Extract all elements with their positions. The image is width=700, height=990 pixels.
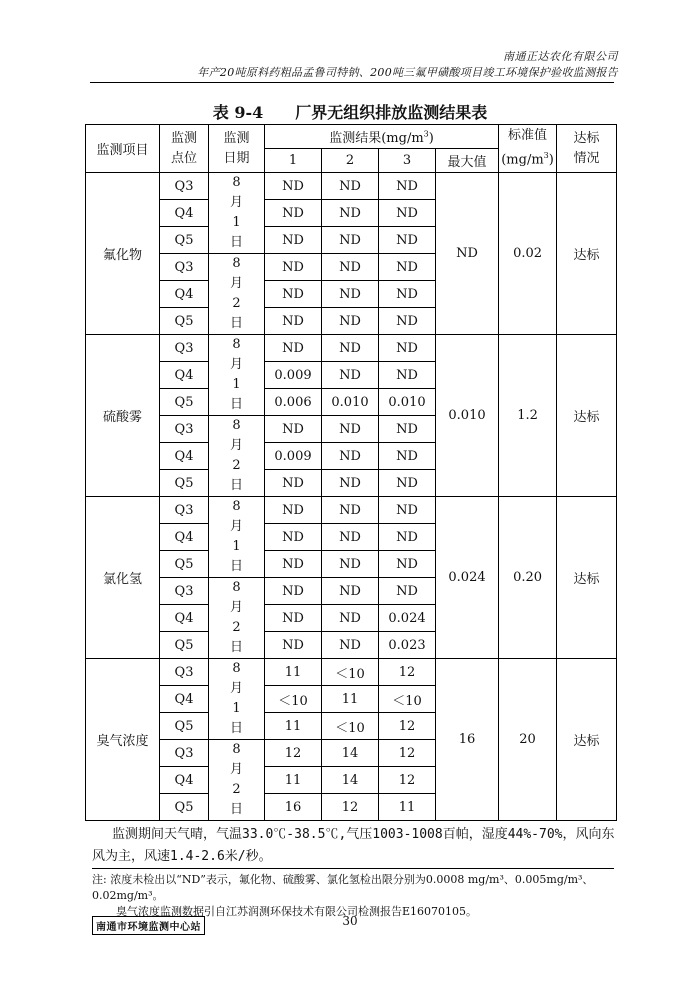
cell-result: ND: [265, 551, 322, 578]
cell-result: ND: [265, 524, 322, 551]
header-company: 南通正达农化有限公司: [503, 50, 618, 63]
cell-result: ND: [379, 497, 436, 524]
cell-result: ND: [322, 416, 379, 443]
cell-item: 硫酸雾: [86, 335, 160, 497]
cell-date: 8月1日: [209, 659, 265, 740]
cell-point: Q5: [160, 713, 209, 740]
header-item: 监测项目: [86, 125, 160, 173]
cell-result: ND: [265, 200, 322, 227]
cell-item: 臭气浓度: [86, 659, 160, 821]
header-max: 最大值: [436, 149, 499, 173]
cell-item: 氟化物: [86, 173, 160, 335]
cell-status: 达标: [557, 497, 617, 659]
cell-result: ND: [265, 605, 322, 632]
table-number: 表 9-4: [212, 103, 264, 122]
header-point: 监测点位: [160, 125, 209, 173]
cell-result: ND: [322, 254, 379, 281]
cell-result: ND: [322, 578, 379, 605]
cell-result: ND: [379, 254, 436, 281]
cell-result: ＜10: [322, 713, 379, 740]
cell-date: 8月1日: [209, 497, 265, 578]
cell-point: Q5: [160, 389, 209, 416]
cell-result: 12: [379, 767, 436, 794]
cell-result: ND: [379, 416, 436, 443]
header-date: 监测日期: [209, 125, 265, 173]
cell-result: 12: [379, 659, 436, 686]
cell-result: 12: [322, 794, 379, 821]
monitoring-results-table: [85, 124, 617, 821]
cell-result: ND: [379, 308, 436, 335]
cell-result: ND: [322, 497, 379, 524]
cell-result: ND: [379, 524, 436, 551]
cell-result: ND: [265, 497, 322, 524]
cell-result: ND: [379, 362, 436, 389]
cell-result: 12: [379, 740, 436, 767]
cell-result: ND: [322, 200, 379, 227]
cell-result: ND: [265, 578, 322, 605]
cell-point: Q3: [160, 740, 209, 767]
cell-result: ND: [265, 632, 322, 659]
page-number: 30: [342, 914, 358, 928]
cell-result: ND: [322, 551, 379, 578]
cell-max: 16: [436, 659, 499, 821]
header-result: 监测结果$(mg/m^3)$: [265, 125, 499, 149]
cell-result: ND: [379, 281, 436, 308]
cell-result: ND: [265, 254, 322, 281]
note-divider: [92, 868, 614, 869]
cell-date: 8月1日: [209, 173, 265, 254]
cell-date: 8月1日: [209, 335, 265, 416]
cell-result: ND: [322, 173, 379, 200]
header-r3: 3: [379, 149, 436, 173]
cell-point: Q5: [160, 794, 209, 821]
cell-result: ＜10: [322, 659, 379, 686]
cell-point: Q5: [160, 470, 209, 497]
cell-result: ND: [379, 578, 436, 605]
cell-point: Q4: [160, 524, 209, 551]
cell-result: 12: [265, 740, 322, 767]
footnote: [92, 872, 632, 920]
table-title-text: 厂界无组织排放监测结果表: [295, 103, 488, 122]
cell-result: 11: [379, 794, 436, 821]
cell-result: ND: [265, 173, 322, 200]
cell-standard: 1.2: [499, 335, 557, 497]
header-project: 年产20吨原料药粗品孟鲁司特钠、200吨三氟甲磺酸项目竣工环境保护验收监测报告: [197, 66, 618, 79]
cell-point: Q5: [160, 227, 209, 254]
cell-max: 0.024: [436, 497, 499, 659]
cell-result: ND: [322, 632, 379, 659]
cell-standard: 0.02: [499, 173, 557, 335]
cell-result: 14: [322, 767, 379, 794]
observation-text: 监测期间天气晴，气温33.0℃-38.5℃,气压1003-1008百帕，湿度44%-70%，风向东风为主，风速1.4-2.6米/秒。: [92, 827, 615, 864]
cell-result: ND: [265, 227, 322, 254]
cell-date: 8月2日: [209, 254, 265, 335]
cell-result: ND: [379, 200, 436, 227]
cell-result: 11: [265, 767, 322, 794]
header-standard: 标准值 $(mg/m^3)$: [499, 125, 557, 173]
cell-result: 0.006: [265, 389, 322, 416]
cell-date: 8月2日: [209, 740, 265, 821]
cell-result: 0.010: [322, 389, 379, 416]
cell-result: ND: [322, 362, 379, 389]
cell-point: Q5: [160, 632, 209, 659]
cell-max: ND: [436, 173, 499, 335]
cell-result: ND: [379, 173, 436, 200]
cell-result: ND: [322, 227, 379, 254]
cell-point: Q5: [160, 551, 209, 578]
table-title: [0, 100, 700, 123]
cell-result: ND: [322, 335, 379, 362]
cell-result: 11: [322, 686, 379, 713]
cell-result: ND: [265, 416, 322, 443]
cell-result: ND: [379, 227, 436, 254]
cell-date: 8月2日: [209, 416, 265, 497]
cell-point: Q3: [160, 254, 209, 281]
cell-result: ND: [322, 470, 379, 497]
cell-point: Q4: [160, 605, 209, 632]
cell-point: Q5: [160, 308, 209, 335]
cell-result: 0.010: [379, 389, 436, 416]
cell-item: 氯化氢: [86, 497, 160, 659]
cell-result: ND: [265, 281, 322, 308]
cell-result: 0.024: [379, 605, 436, 632]
cell-point: Q3: [160, 497, 209, 524]
cell-point: Q3: [160, 578, 209, 605]
cell-status: 达标: [557, 659, 617, 821]
cell-result: ND: [322, 524, 379, 551]
cell-date: 8月2日: [209, 578, 265, 659]
cell-point: Q4: [160, 281, 209, 308]
cell-point: Q4: [160, 200, 209, 227]
cell-point: Q3: [160, 659, 209, 686]
cell-status: 达标: [557, 335, 617, 497]
table-row: [86, 497, 617, 524]
cell-point: Q4: [160, 362, 209, 389]
cell-result: ND: [322, 605, 379, 632]
cell-point: Q4: [160, 767, 209, 794]
cell-point: Q3: [160, 173, 209, 200]
cell-result: ND: [265, 308, 322, 335]
footnote-line-1: 注: 浓度未检出以“ND”表示，氟化物、硫酸雾、氯化氢检出限分别为0.0008 mg/m³、0.005mg/m³、0.02mg/m³。: [92, 873, 594, 902]
cell-result: 0.009: [265, 443, 322, 470]
cell-result: 11: [265, 659, 322, 686]
footnote-line-2: 臭气浓度监测数据引自江苏润测环保技术有限公司检测报告E16070105。: [116, 905, 478, 918]
cell-standard: 0.20: [499, 497, 557, 659]
station-stamp: 南通市环境监测中心站: [92, 916, 205, 935]
cell-result: ND: [379, 335, 436, 362]
cell-standard: 20: [499, 659, 557, 821]
table-row: [86, 173, 617, 200]
cell-result: 16: [265, 794, 322, 821]
cell-result: 0.009: [265, 362, 322, 389]
header-divider: [90, 82, 614, 83]
cell-point: Q4: [160, 443, 209, 470]
header-status: 达标情况: [557, 125, 617, 173]
cell-result: ＜10: [379, 686, 436, 713]
cell-result: 0.023: [379, 632, 436, 659]
cell-status: 达标: [557, 173, 617, 335]
header-r1: 1: [265, 149, 322, 173]
cell-result: ＜10: [265, 686, 322, 713]
cell-point: Q4: [160, 686, 209, 713]
cell-result: ND: [322, 443, 379, 470]
cell-result: 11: [265, 713, 322, 740]
header-r2: 2: [322, 149, 379, 173]
cell-result: 14: [322, 740, 379, 767]
table-row: [86, 335, 617, 362]
table-row: [86, 659, 617, 686]
cell-point: Q3: [160, 335, 209, 362]
cell-point: Q3: [160, 416, 209, 443]
cell-result: ND: [379, 551, 436, 578]
cell-result: 12: [379, 713, 436, 740]
cell-result: ND: [265, 470, 322, 497]
cell-result: ND: [322, 281, 379, 308]
cell-result: ND: [379, 443, 436, 470]
cell-result: ND: [379, 470, 436, 497]
cell-result: ND: [265, 335, 322, 362]
cell-result: ND: [322, 308, 379, 335]
cell-max: 0.010: [436, 335, 499, 497]
